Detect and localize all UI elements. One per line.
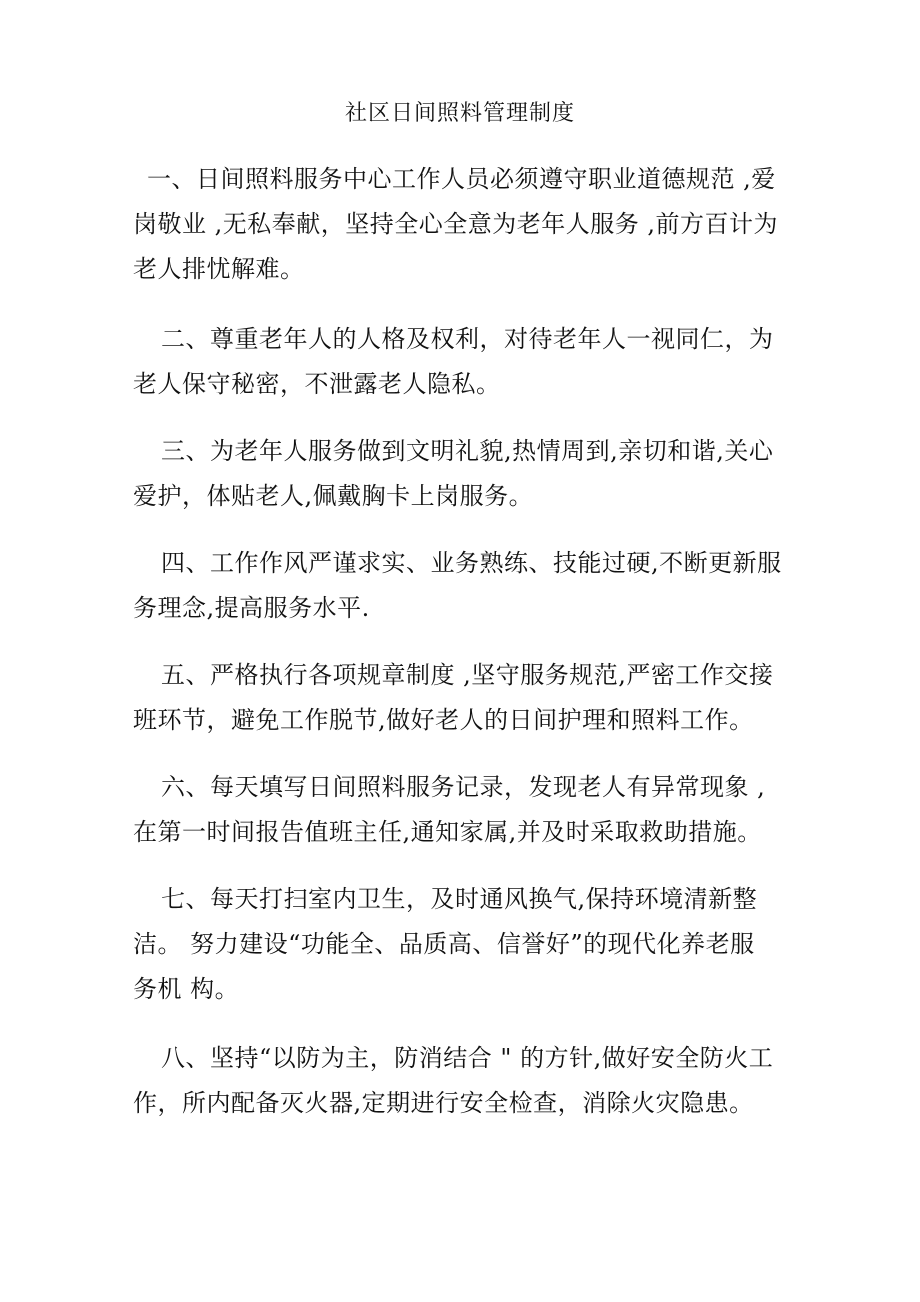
article-2 [133,317,793,407]
article-8-line-2: 作，所内配备灭火器,定期进行安全检查，消除火灾隐患。 [133,1089,754,1117]
article-6-line-2: 在第一时间报告值班主任,通知家属,并及时采取救助措施。 [133,818,762,846]
article-1-line-1: 一、日间照料服务中心工作人员必须遵守职业道德规范 ,爱 [147,165,776,193]
article-6 [133,765,793,855]
article-2-line-2: 老人保守秘密，不泄露老人隐私。 [133,370,501,398]
article-7-line-2: 洁。 努力建设“功能全、品质高、信誉好”的现代化养老服 [133,930,755,958]
article-7 [133,877,793,1012]
article-5 [133,653,793,743]
article-1-line-2: 岗敬业 ,无私奉献，坚持全心全意为老年人服务 ,前方百计为 [133,210,779,238]
article-1-line-3: 老人排忧解难。 [133,255,305,283]
article-6-line-1: 六、每天填写日间照料服务记录，发现老人有异常现象 , [161,773,766,801]
article-5-line-1: 五、严格执行各项规章制度 ,坚守服务规范,严密工作交接 [161,661,774,689]
article-2-line-1: 二、尊重老年人的人格及权利，对待老年人一视同仁，为 [161,325,774,353]
article-8-line-1: 八、坚持“以防为主，防消结合 " 的方针,做好安全防火工 [161,1044,774,1072]
article-4-line-2: 务理念,提高服务水平. [133,594,370,622]
article-4-line-1: 四、工作作风严谨求实、业务熟练、技能过硬,不断更新服 [161,549,782,577]
article-7-line-1: 七、每天打扫室内卫生，及时通风换气,保持环境清新整 [161,885,758,913]
article-5-line-2: 班环节，避免工作脱节,做好老人的日间护理和照料工作。 [133,706,754,734]
article-3 [133,429,793,519]
document-title: 社区日间照料管理制度 [344,101,575,126]
article-3-line-2: 爱护，体贴老人,佩戴胸卡上岗服务。 [133,482,534,510]
article-4 [133,541,793,631]
article-7-line-3: 务机 构。 [133,975,240,1003]
article-8 [133,1036,793,1126]
article-3-line-1: 三、为老年人服务做到文明礼貌,热情周到,亲切和谐,关心 [161,437,774,465]
article-1 [133,157,793,292]
